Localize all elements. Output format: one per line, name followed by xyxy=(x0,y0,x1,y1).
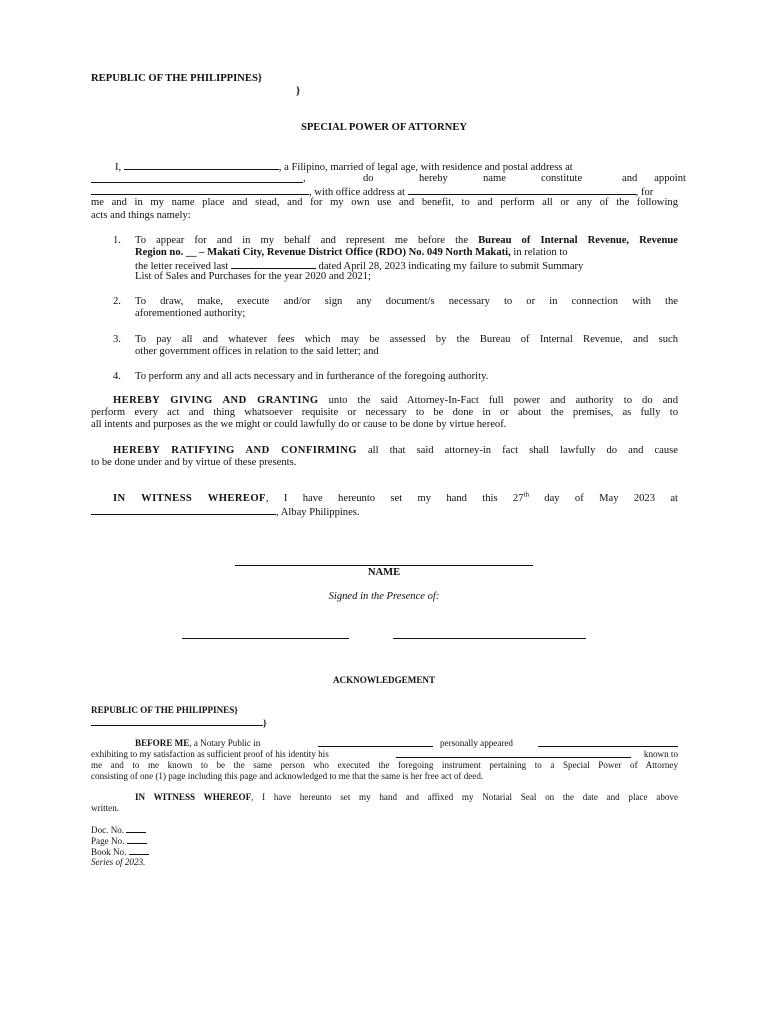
ack-line-4: consisting of one (1) page including this page and acknowledged to me that the same is her free act of deed. xyxy=(91,771,484,781)
ack-witness-line-2: written. xyxy=(91,803,120,813)
witness-1-signature-line xyxy=(182,638,349,639)
residence-address-blank xyxy=(91,173,303,183)
item-1-line-3: the letter received last dated April 28, 2023 indicating my failure to submit Summary xyxy=(135,261,584,272)
intro-line-5: acts and things namely: xyxy=(91,210,191,221)
series: Series of 2023. xyxy=(91,857,146,867)
document-page: REPUBLIC OF THE PHILIPPINES} } SPECIAL POWER OF ATTORNEY I, , a Filipino, married of legal age, with residence and postal address at , do hereby name constitute and appoint , with office address at , for me and in my name place and stead, and for my own use and benefit, to and perform all or any of the following acts and things namely: 1. To appear for and in my behalf and represent me before the Bureau of Internal Revenue, Revenue Region no. __ – Makati City, Revenue District Office (RDO) No. 049 North Makati, in relation to the letter received last dated April 28, 2023 indicating my failure to submit Summary List of Sales and Purchases for the year 2020 and 2021; 2. To draw, make, execute and/or sign any document/s necessary to or in connection with the aforementioned authority; 3. To pay all and whatever fees which may be assessed by the Bureau of Internal Revenue, and such other government offices in relation to the said letter; and 4. To perform any and all acts necessary and in furtherance of the foregoing authority. HEREBY GIVING AND GRANTING unto the said Attorney-In-Fact full power and authority to do and perform every act and thing whatsoever requisite or necessary to be done in or about the premises, as fully to all intents and purposes as the we might or could lawfully do or cause to be done by virtue hereof. HEREBY RATIFYING AND CONFIRMING all that said attorney-in fact shall lawfully do and cause to be done under and by virtue of these presents. IN WITNESS WHEREOF, I have hereunto set my hand this 27th day of May 2023 at , Albay Philippines. NAME Signed in the Presence of: ACKNOWLEDGEMENT REPUBLIC OF THE PHILIPPINES} } BEFORE ME, a Notary Public in personally appeared exhibiting to my satisfaction as sufficient proof of his identity his known to me and to me known to be the same person who executed the foregoing instrument pertaining to a Special Power of Attorney consisting of one (1) page including this page and acknowledged to me that the same is her free act of deed. IN WITNESS WHEREOF, I have hereunto set my hand and affixed my Notarial Seal on the date and place above written. Doc. No. Page No. Book No. Series of 2023. xyxy=(0,0,768,1024)
identity-proof-blank xyxy=(396,749,631,758)
document-title: SPECIAL POWER OF ATTORNEY xyxy=(300,122,468,133)
item-1-line-2: Region no. __ – Makati City, Revenue District Office (RDO) No. 049 North Makati, in relation to xyxy=(135,247,568,258)
giving-line-1: HEREBY GIVING AND GRANTING unto the said Attorney-In-Fact full power and authority to do and xyxy=(113,395,678,406)
item-2-line-1: To draw, make, execute and/or sign any document/s necessary to or in connection with the xyxy=(135,296,678,307)
ack-line-1: BEFORE ME, a Notary Public in personally appeared xyxy=(135,738,678,749)
item-1-number: 1. xyxy=(113,235,121,246)
ack-venue-line: } xyxy=(91,717,267,729)
venue-brace: } xyxy=(296,86,301,97)
item-1-line-1: To appear for and in my behalf and represent me before the Bureau of Internal Revenue, Revenue xyxy=(135,235,678,246)
signed-in-presence: Signed in the Presence of: xyxy=(328,591,440,602)
principal-signature-line xyxy=(235,565,533,566)
execution-place-blank xyxy=(91,505,276,515)
ack-line-3: me and to me known to be the same person who executed the foregoing instrument pertaining to a Special Power of Attorney xyxy=(91,760,678,770)
office-address-blank xyxy=(408,185,636,195)
item-1-line-4: List of Sales and Purchases for the year 2020 and 2021; xyxy=(135,271,371,282)
doc-no: Doc. No. xyxy=(91,824,146,836)
page-no: Page No. xyxy=(91,835,147,847)
republic-heading: REPUBLIC OF THE PHILIPPINES} xyxy=(91,73,263,84)
item-3-line-1: To pay all and whatever fees which may be assessed by the Bureau of Internal Revenue, and such xyxy=(135,334,678,345)
intro-line-3: , with office address at , for xyxy=(91,185,653,199)
item-2-number: 2. xyxy=(113,296,121,307)
letter-date-blank xyxy=(231,259,316,269)
book-no-blank xyxy=(129,846,149,855)
item-3-line-2: other government offices in relation to the said letter; and xyxy=(135,346,379,357)
ack-republic-heading: REPUBLIC OF THE PHILIPPINES} xyxy=(91,705,238,715)
notary-place-blank xyxy=(318,738,433,747)
item-2-line-2: aforementioned authority; xyxy=(135,308,246,319)
acknowledgement-title: ACKNOWLEDGEMENT xyxy=(332,675,436,685)
witness-2-signature-line xyxy=(393,638,586,639)
intro-i: I, xyxy=(115,162,122,173)
doc-no-blank xyxy=(126,824,146,833)
page-no-blank xyxy=(127,835,147,844)
item-4-number: 4. xyxy=(113,371,121,382)
signatory-name: NAME xyxy=(367,567,401,578)
ratifying-line-2: to be done under and by virtue of these presents. xyxy=(91,457,297,468)
ack-venue-blank xyxy=(91,717,263,726)
intro-line-4: me and in my name place and stead, and for my own use and benefit, to and perform all or any of the following xyxy=(91,197,678,208)
witness-line-1: IN WITNESS WHEREOF, I have hereunto set my hand this 27th day of May 2023 at xyxy=(113,490,678,504)
intro-line-1-tail: , a Filipino, married of legal age, with residence and postal address at xyxy=(278,162,573,173)
ack-line-2: exhibiting to my satisfaction as sufficient proof of his identity his known to xyxy=(91,749,678,759)
book-no: Book No. xyxy=(91,846,149,858)
principal-name-blank xyxy=(124,160,279,170)
item-4-line-1: To perform any and all acts necessary and in furtherance of the foregoing authority. xyxy=(135,371,489,382)
giving-line-2: perform every act and thing whatsoever requisite or necessary to be done in or about the premises, as fully to xyxy=(91,407,678,418)
giving-line-3: all intents and purposes as the we might or could lawfully do or cause to be done by virtue hereof. xyxy=(91,419,507,430)
item-3-number: 3. xyxy=(113,334,121,345)
ratifying-line-1: HEREBY RATIFYING AND CONFIRMING all that said attorney-in fact shall lawfully do and cause xyxy=(113,445,678,456)
ack-witness-line-1: IN WITNESS WHEREOF, I have hereunto set my hand and affixed my Notarial Seal on the date and place above xyxy=(135,792,678,802)
witness-line-2: , Albay Philippines. xyxy=(91,505,360,519)
attorney-name-blank xyxy=(91,185,309,195)
appearing-person-blank xyxy=(538,738,678,747)
